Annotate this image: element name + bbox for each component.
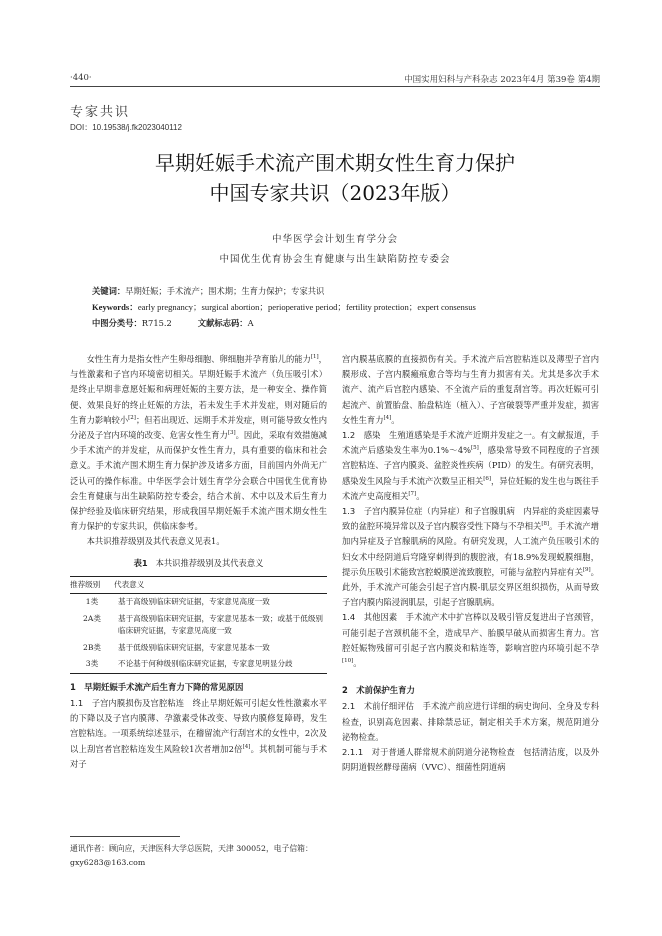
- doc-code-label: 文献标志码：: [197, 318, 248, 328]
- recommendation-grade-table: [70, 576, 327, 674]
- text-run: 女性生育力是指女性产生卵母细胞、卵细胞并孕育胎儿的能力: [86, 354, 311, 364]
- section-1-3-paragraph: [342, 504, 599, 610]
- text-run: 终止早期妊娠可引起女性性激素水平的下降以及子宫内膜薄、孕激素受体改变、导致内膜修复障碍，发生宫腔粘连。一项系统综述显示，在稽留流产行刮宫术的女性中，2次及以上刮宫者宫腔粘连发生风险较1次者增加2倍: [70, 698, 327, 754]
- subsection-heading: 1.1 子宫内膜损伤及宫腔粘连: [70, 698, 185, 709]
- text-run: ，与性激素和子宫内环境密切相关。早期妊娠手术流产（负压吸引术）是终止早期非意愿妊娠和病理妊娠的主要方法，是一种安全、操作简便、效果良好的终止妊娠的方法，若未发生手术并发症，则对随后的生育力影响较小: [70, 354, 327, 425]
- intro-paragraph-1: [70, 352, 327, 534]
- continued-paragraph: [342, 352, 599, 428]
- authors: [70, 230, 600, 270]
- subsection-heading: 1.4 其他因素: [342, 612, 398, 623]
- meaning-cell: 基于低级别临床研究证据，专家意见基本一致: [118, 642, 270, 652]
- keywords-cn-text: 早期妊娠；手术流产；围术期；生育力保护；专家共识: [125, 286, 325, 296]
- text-run: 。手术流产增加内异症及子宫腺肌病的风险。有研究发现，人工流产负压吸引术的妇女术中经阴道后穹隆穿刺得到的腹腔液，有18.9%发现蜕膜细胞，提示负压吸引术能致宫腔蜕膜逆流致腹腔，可能与盆腔内异症有关: [342, 521, 599, 577]
- text-run: 宫内膜基底膜的直接损伤有关。手术流产后宫腔粘连以及薄型子宫内膜形成、子宫内膜瘢痕愈合等均与生育力损害有关。尤其是多次手术流产、流产后宫腔内感染、不全流产后的重复刮宫等。再次妊娠可引起流产、前置胎盘、胎盘粘连（植入）、子宫破裂等严重并发症，损害女性生育力: [342, 354, 599, 425]
- section-1-2-paragraph: [342, 428, 599, 504]
- section-2-1-1-paragraph: [342, 745, 599, 775]
- meaning-cell: 基于高级别临床研究证据，专家意见高度一致: [118, 597, 270, 607]
- table-caption-label: 表1: [133, 557, 148, 568]
- table-row: [70, 640, 327, 657]
- doi: DOI：10.19538/j.fk2023040112: [70, 123, 182, 132]
- text-run: 。: [391, 414, 400, 425]
- text-run: 。: [416, 490, 425, 501]
- meaning-cell: 基于高级别临床研究证据，专家意见基本一致；或基于低级别临床研究证据，专家意见高度一致: [118, 613, 324, 636]
- text-run: 包括清洁度，以及外阴阴道假丝酵母菌病（VVC）、细菌性阴道病: [342, 747, 599, 773]
- section-1-4-paragraph: [342, 610, 599, 671]
- journal-running-header: 中国实用妇科与产科杂志 2023年4月 第39卷 第4期: [404, 75, 600, 85]
- citation-ref: [3]: [227, 430, 236, 437]
- keywords-en: [92, 299, 582, 315]
- keywords-en-label: Keywords：: [92, 302, 138, 312]
- table-row: [70, 611, 327, 640]
- footnote-rule: [70, 836, 180, 837]
- text-run: 。因此，采取有效措施减少手术流产的并发症，从而保护女性生育力，具有重要的临床和社会意义。手术流产围术期生育力保护涉及诸多方面，目前国内外尚无广泛认可的操作标准。中华医学会计划生育学分会联合中国优生优育协会生育健康与出生缺陷防控专委会，结合术前、术中以及术后生育力保护经验及临床研究结果，形成我国早期妊娠手术流产围术期女性生育力保护的专家共识，供临床参考。: [70, 430, 327, 532]
- article-title-line2: 中国专家共识（2023年版）: [209, 181, 461, 205]
- table-caption: [70, 556, 327, 571]
- page-number: ·440·: [70, 73, 92, 83]
- subsection-heading: 2.1 术前仔细评估: [342, 701, 415, 712]
- table-header-grade: 推荐级别: [70, 576, 114, 594]
- section-2-heading: 2 术前保护生育力: [342, 685, 415, 696]
- doc-code-value: A: [247, 318, 254, 328]
- citation-ref: [8]: [541, 521, 550, 528]
- grade-cell: 1类: [85, 597, 99, 607]
- subsection-heading: 2.1.1 对于普通人群常规术前阴道分泌物检查: [342, 747, 515, 758]
- left-column: [70, 352, 327, 772]
- text-run: 内异症的炎症因素导致的盆腔环境异常以及子宫内膜容受性下降与不孕相关: [342, 506, 599, 532]
- intro-paragraph-2: 本共识推荐级别及其代表意义见表1。: [86, 536, 225, 547]
- citation-ref: [9]: [582, 567, 591, 574]
- grade-cell: 3类: [70, 656, 114, 673]
- article-title-line1: 早期妊娠手术流产围术期女性生育力保护: [155, 151, 515, 175]
- citation-ref: [5]: [470, 445, 479, 452]
- citation-ref: [7]: [408, 491, 417, 498]
- citation-ref: [2]: [128, 415, 136, 422]
- section-1-1-paragraph: [70, 696, 327, 772]
- meaning-cell: 不论基于何种级别临床研究证据，专家意见明显分歧: [114, 656, 327, 673]
- section-label: 专家共识: [70, 105, 131, 120]
- clc-value: R715.2: [141, 318, 172, 328]
- grade-cell: 2A类: [83, 613, 101, 623]
- right-column: [342, 352, 599, 775]
- grade-cell: 2B类: [82, 642, 101, 652]
- text-run: 。此外，手术流产可能会引起子宫内膜-肌层交界区组织损伤，从而导致子宫内膜内陷浸润肌层，引起子宫腺肌病。: [342, 566, 599, 608]
- text-run: 。其机制可能与手术对子: [70, 743, 327, 769]
- text-run: 手术流产术中扩宫棒以及吸引管反复进出子宫颈管，可能引起子宫颈机能不全，造成早产、胎膜早破从而损害生育力。宫腔妊娠物残留可引起子宫内膜炎和粘连等，影响宫腔内环境引起不孕: [342, 612, 599, 653]
- author-line2: 中国优生优育协会生育健康与出生缺陷防控专委会: [219, 254, 451, 265]
- classification: [92, 315, 582, 331]
- text-run: 手术流产前应进行详细的病史询问、全身及专科检查，识别高危因素、排除禁忌证，制定相关手术方案，规范阴道分泌物检查。: [342, 701, 599, 742]
- citation-ref: [6]: [483, 475, 491, 482]
- correspondence-footnote: 通讯作者：顾向应，天津医科大学总医院，天津 300052，电子信箱：gxy6283@163.com: [70, 844, 313, 867]
- citation-ref: [1]: [310, 354, 319, 361]
- subsection-heading: 1.3 子宫内膜异位症（内异症）和子宫腺肌病: [342, 506, 516, 517]
- text-run: 。: [353, 658, 362, 669]
- citation-ref: [10]: [342, 658, 354, 665]
- section-1-heading: 1 早期妊娠手术流产后生育力下降的常见原因: [70, 681, 244, 692]
- article-title: [70, 148, 600, 208]
- table-row: [70, 656, 327, 673]
- table-caption-text: 本共识推荐级别及其代表意义: [155, 557, 264, 568]
- table-header-meaning: 代表意义: [114, 576, 327, 594]
- section-2-1-paragraph: [342, 699, 599, 745]
- citation-ref: [4]: [242, 743, 251, 750]
- text-run: 生殖道感染是手术流产近期并发症之一。有文献报道，手术流产后感染发生率为0.1%～4%: [342, 430, 599, 456]
- table-row: [70, 594, 327, 611]
- author-line1: 中华医学会计划生育学分会: [271, 234, 398, 245]
- text-run: ，感染常导致不同程度的子宫颈宫腔粘连、子宫内膜炎、盆腔炎性疾病（PID）的发生。有研究表明，感染发生风险与手术流产次数呈正相关: [342, 445, 599, 486]
- text-run: ，异位妊娠的发生也与既往手术流产史高度相关: [342, 475, 599, 501]
- header-rule: [70, 86, 600, 87]
- clc-label: 中图分类号：: [92, 318, 142, 328]
- keywords-en-text: early pregnancy；surgical abortion；perioperative period；fertility protection；expert consensus: [137, 302, 476, 312]
- citation-ref: [4]: [383, 415, 392, 422]
- text-run: ；但若出现近、远期手术并发症，则可能导致女性内分泌及子宫内环境的改变、危害女性生育力: [70, 414, 327, 441]
- keywords-cn-label: 关键词：: [92, 286, 126, 296]
- keywords-cn: [92, 283, 582, 299]
- subsection-heading: 1.2 感染: [342, 430, 381, 441]
- article-meta: [92, 283, 582, 331]
- table-header-row: [70, 576, 327, 594]
